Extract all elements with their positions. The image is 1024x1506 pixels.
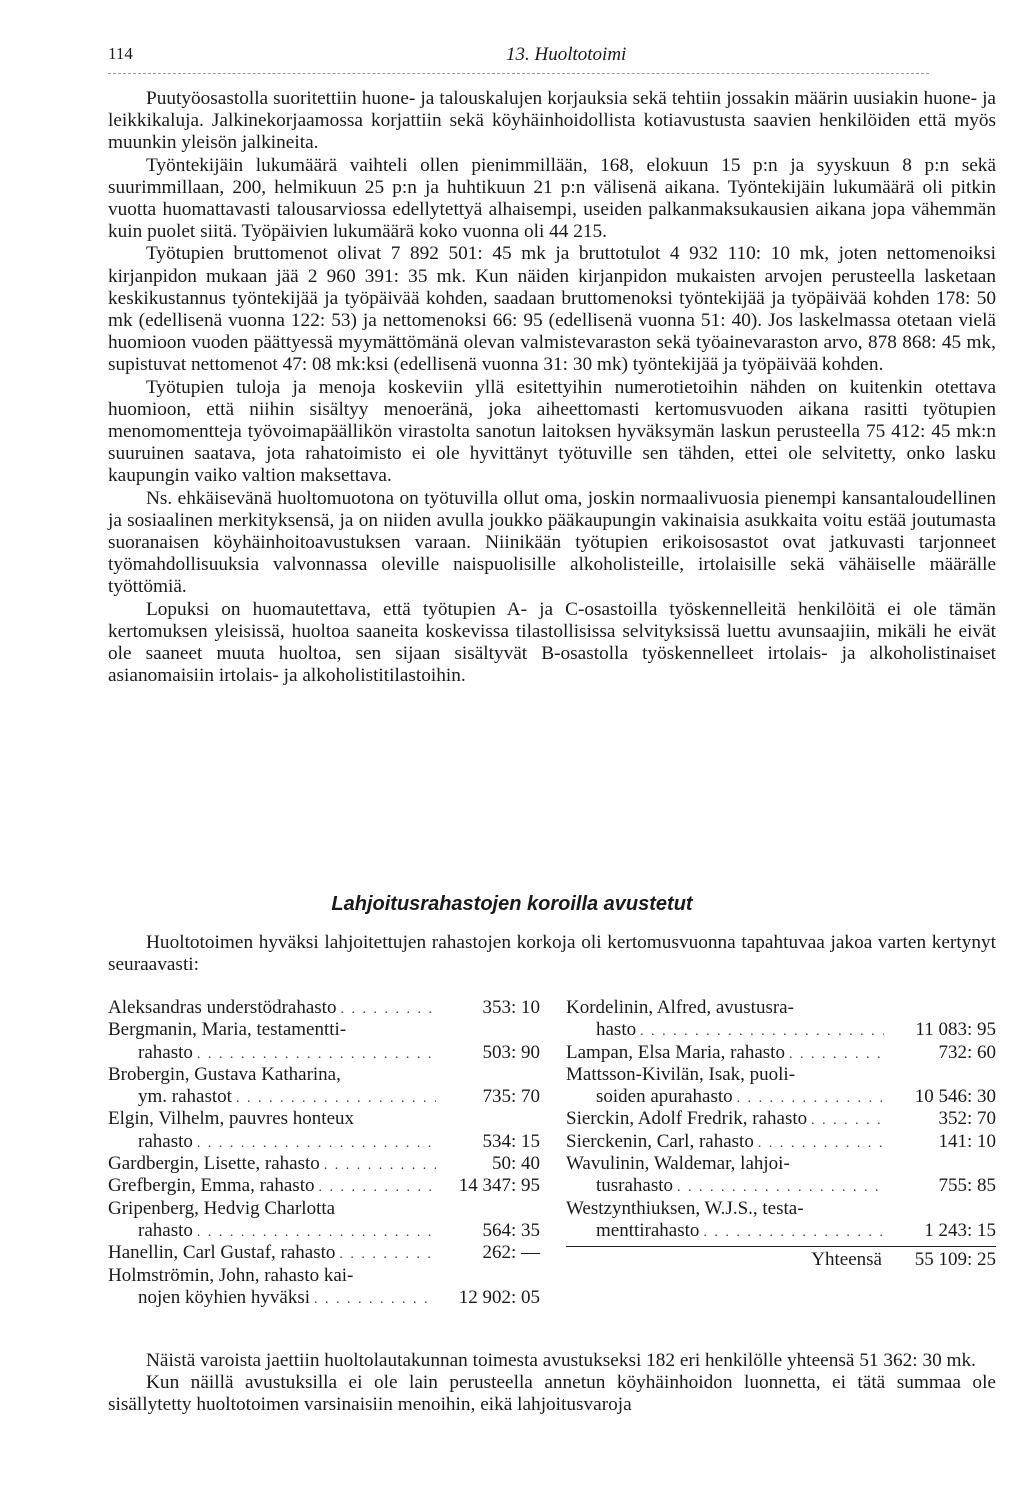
page-header (108, 44, 929, 74)
fund-name: Bergmanin, Maria, testamentti- (108, 1019, 347, 1041)
main-body-text (108, 88, 996, 687)
fund-row (108, 1242, 540, 1264)
fund-name: Gardbergin, Lisette, rahasto (108, 1153, 320, 1175)
paragraph: Kun näillä avustuksilla ei ole lain perusteella annetun köyhäinhoidon luonnetta, ei tätä summaa ole sisällytetty huoltotoimen varsinaisiin menoihin, eikä lahjoitusvaroja (108, 1372, 996, 1416)
fund-row (566, 1131, 996, 1153)
dot-leader (703, 1222, 884, 1244)
fund-amount: 12 902: 05 (458, 1286, 540, 1308)
fund-row (566, 1175, 996, 1197)
fund-row (108, 1019, 540, 1041)
fund-row (566, 1064, 996, 1086)
fund-row (108, 1198, 540, 1220)
fund-row (566, 997, 996, 1019)
fund-name: rahasto (138, 1041, 193, 1063)
dot-leader (314, 1289, 436, 1311)
fund-row (108, 1131, 540, 1153)
paragraph: Ns. ehkäisevänä huoltomuotona on työtuvilla ollut oma, joskin normaalivuosia pienempi kansantaloudellinen ja sosiaalinen merkityksensä, ja on niiden avulla joukko pääkaupungin vakinaisia asukkaita voitu estää joutumasta suoranaisen köyhäinhoitoavustuksen varaan. Niinikään työtupien erikoisosastot ovat jatkuvasti tarjonneet työmahdollisuuksia valvonnassa oleville naispuolisille alkoholisteille, irtolaisille sekä vähäiselle määrälle työttömiä. (108, 487, 996, 598)
fund-row (566, 1042, 996, 1064)
fund-name: Lampan, Elsa Maria, rahasto (566, 1041, 785, 1063)
fund-amount: 353: 10 (482, 997, 540, 1018)
dot-leader (339, 1244, 436, 1266)
paragraph: Näistä varoista jaettiin huoltolautakunnan toimesta avustukseksi 182 eri henkilölle yhteensä 51 362: 30 mk. (146, 1350, 976, 1371)
fund-name: nojen köyhien hyväksi (138, 1286, 311, 1308)
page-number: 114 (108, 44, 133, 63)
fund-row (108, 1064, 540, 1086)
dot-leader (737, 1088, 884, 1110)
fund-row (566, 1153, 996, 1175)
fund-amount: 352: 70 (938, 1108, 996, 1130)
fund-name: Gripenberg, Hedvig Charlotta (108, 1197, 336, 1219)
fund-name: Brobergin, Gustava Katharina, (108, 1063, 341, 1085)
fund-name: rahasto (138, 1219, 193, 1241)
fund-name: Mattsson-Kivilän, Isak, puoli- (566, 1063, 796, 1085)
fund-name: Holmströmin, John, rahasto kai- (108, 1264, 354, 1286)
fund-amount: 534: 15 (482, 1130, 540, 1152)
fund-name: Elgin, Vilhelm, pauvres honteux (108, 1108, 354, 1130)
total-amount: 55 109: 25 (914, 1249, 996, 1271)
closing-text (108, 1350, 996, 1417)
dot-leader (197, 1044, 436, 1066)
fund-name: tusrahasto (596, 1175, 674, 1197)
fund-row (108, 1042, 540, 1064)
paragraph: Työntekijäin lukumäärä vaihteli ollen pienimmillään, 168, elokuun 15 p:n ja syyskuun 8 p:n sekä suurimmillaan, 200, helmikuun 25 p:n ja huhtikuun 21 p:n välisenä aikana. Työntekijäin lukumäärä oli pitkin vuotta huomattavasti talousarviossa edellytettyä alhaisempi, useiden palkanmaksukausien aikana jopa vähemmän kuin puolet siitä. Työpäivien lukumäärä koko vuonna oli 44 215. (108, 154, 996, 243)
fund-amount: 564: 35 (482, 1219, 540, 1241)
fund-row (108, 1153, 540, 1175)
fund-amount: 732: 60 (938, 1041, 996, 1063)
dot-leader (324, 1155, 436, 1177)
fund-name: Sierckin, Adolf Fredrik, rahasto (566, 1108, 808, 1130)
fund-row (566, 1086, 996, 1108)
paragraph: Työtupien bruttomenot olivat 7 892 501: 45 mk ja bruttotulot 4 932 110: 10 mk, joten nettomenoiksi kirjanpidon mukaan jää 2 960 391: 35 mk. Kun näiden kirjanpidon mukaisten arvojen perusteella lasketaan keskikustannus työntekijää ja työpäivää kohden, saadaan bruttomenoksi työntekijää ja työpäivää kohden 178: 50 mk (edellisenä vuonna 122: 53) ja nettomenoksi 66: 95 (edellisenä vuonna 51: 40). Jos laskelmassa otetaan vielä huomioon vuoden päättyessä myymättömänä olevan valmistevaraston sekä työainevaraston arvo, 878 868: 45 mk, supistuvat nettomenot 47: 08 mk:ksi (edellisenä vuonna 31: 30 mk) työntekijää ja työpäivää kohden. (108, 243, 996, 376)
header-divider (108, 73, 929, 74)
dot-leader (318, 1177, 436, 1199)
fund-name: rahasto (138, 1130, 193, 1152)
fund-row (566, 1108, 996, 1130)
total-label: Yhteensä (811, 1249, 882, 1271)
fund-name: Hanellin, Carl Gustaf, rahasto (108, 1242, 336, 1264)
fund-amount: 755: 85 (938, 1175, 996, 1197)
dot-leader (197, 1133, 436, 1155)
fund-amount: 735: 70 (482, 1086, 540, 1108)
fund-name: hasto (596, 1019, 637, 1041)
total-row (566, 1246, 996, 1271)
fund-row (108, 1265, 540, 1287)
paragraph: Lopuksi on huomautettava, että työtupien A- ja C-osastoilla työskennelleitä henkilöitä ei ole tämän kertomuksen yleisissä, huoltoa saaneita koskevissa tilastollisissa selvityksissä luettu avunsaajiin, mikäli he eivät ole saaneet muuta huoltoa, sen sijaan sisältyvät B-osastolla työskennelleet irtolais- ja alkoholistinaiset asianomaisiin irtolais- ja alkoholistitilastoihin. (108, 598, 996, 687)
fund-row (108, 1287, 540, 1309)
fund-amount: 141: 10 (938, 1130, 996, 1152)
dot-leader (758, 1133, 884, 1155)
dot-leader (677, 1177, 884, 1199)
fund-list-left (108, 997, 540, 1309)
fund-row (566, 1220, 996, 1242)
fund-name: Aleksandras understödrahasto (108, 997, 337, 1018)
fund-row (566, 1019, 996, 1041)
fund-amount: 503: 90 (482, 1041, 540, 1063)
dot-leader (640, 1021, 884, 1043)
fund-amount: 262: — (482, 1242, 540, 1264)
fund-amount: 10 546: 30 (914, 1086, 996, 1108)
fund-name: ym. rahastot (138, 1086, 232, 1108)
dot-leader (197, 1222, 436, 1244)
fund-row (108, 1175, 540, 1197)
dot-leader (811, 1110, 884, 1132)
fund-name: Sierckenin, Carl, rahasto (566, 1130, 754, 1152)
section-intro: Huoltotoimen hyväksi lahjoitettujen rahastojen korkoja oli kertomusvuonna tapahtuvaa jakoa varten kertynyt seuraavasti: (108, 932, 996, 976)
fund-name: Wavulinin, Waldemar, lahjoi- (566, 1153, 790, 1175)
paragraph: Puutyöosastolla suoritettiin huone- ja talouskalujen korjauksia sekä tehtiin jossakin määrin uusiakin huone- ja leikkikaluja. Jalkinekorjaamossa korjattiin sekä köyhäinhoidollista kotiavustusta saavien henkilöiden että myös muunkin yleisön jalkineita. (108, 88, 996, 154)
fund-list-right (566, 997, 996, 1272)
fund-name: Kordelinin, Alfred, avustusra- (566, 997, 794, 1018)
dot-leader (789, 1044, 884, 1066)
fund-row (108, 1220, 540, 1242)
dot-leader (236, 1088, 436, 1110)
fund-name: soiden apurahasto (596, 1086, 733, 1108)
fund-row (108, 997, 540, 1019)
fund-row (108, 1108, 540, 1130)
fund-row (566, 1198, 996, 1220)
fund-name: menttirahasto (596, 1219, 700, 1241)
fund-name: Westzynthiuksen, W.J.S., testa- (566, 1197, 804, 1219)
fund-row (108, 1086, 540, 1108)
fund-amount: 50: 40 (491, 1153, 540, 1175)
dot-leader (340, 999, 436, 1021)
fund-amount: 11 083: 95 (915, 1019, 996, 1041)
fund-amount: 1 243: 15 (924, 1219, 996, 1241)
fund-name: Grefbergin, Emma, rahasto (108, 1175, 315, 1197)
running-title: 13. Huoltotoimi (506, 44, 627, 65)
paragraph: Työtupien tuloja ja menoja koskeviin yllä esitettyihin numerotietoihin nähden on kuitenkin otettava huomioon, että niihin sisältyy menoeränä, joka aiheettomasti kertomusvuoden aikana rasitti työtupien menomomentteja työvoimapäällikön virastolta sanotun laitoksen hyväksymän laskun perusteella 75 412: 45 mk:n suuruinen saatava, jota rahatoimisto ei ole hyvittänyt työtuville sen tähden, ettei ole selvitetty, onko lasku kaupungin vaiko valtion maksettava. (108, 376, 996, 487)
fund-amount: 14 347: 95 (458, 1175, 540, 1197)
section-heading: Lahjoitusrahastojen koroilla avustetut (331, 893, 693, 915)
